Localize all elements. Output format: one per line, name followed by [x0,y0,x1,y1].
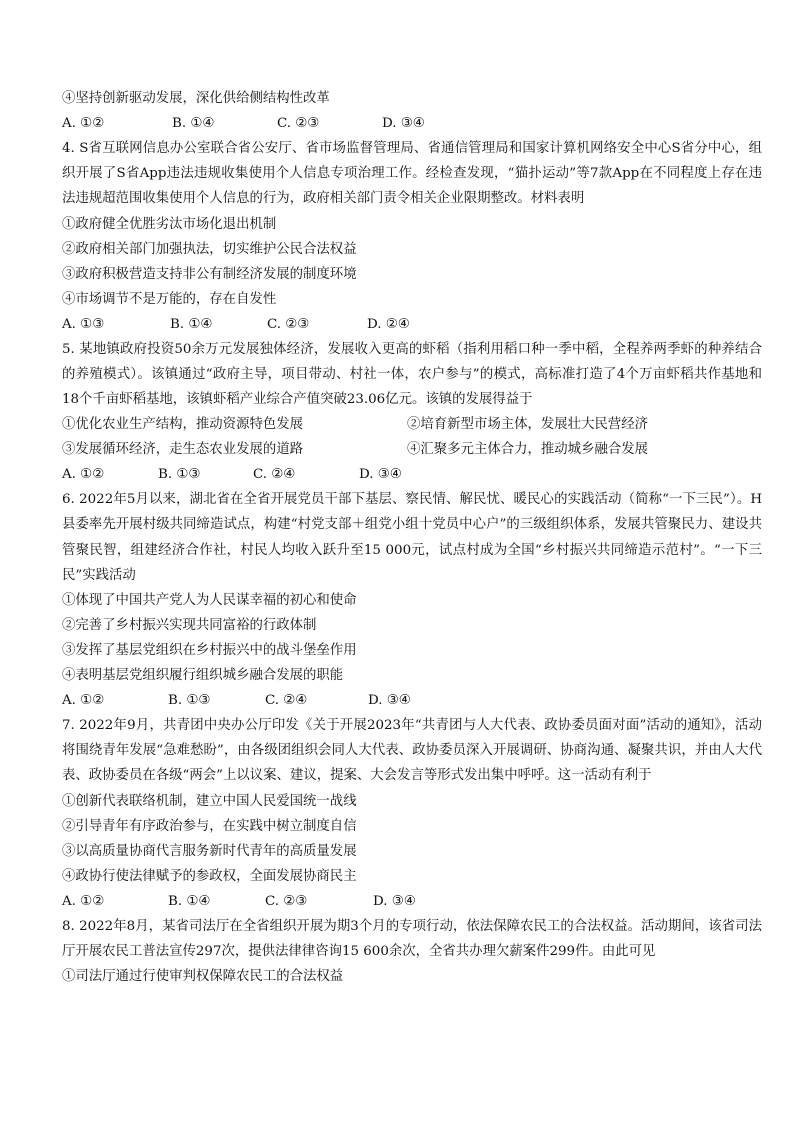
exam-page [62,86,762,989]
question-6 [62,487,762,713]
answer-options [62,688,762,713]
statement: ②政府相关部门加强执法，切实维护公民合法权益 [62,241,357,257]
answer-options [62,312,762,337]
option-b[interactable]: B. ①④ [172,116,215,131]
question-3-tail [62,86,762,136]
statement: ④市场调节不是万能的，存在自发性 [62,291,277,307]
statement: ③发展循环经济，走生态农业发展的道路 [62,442,304,458]
statement: ④政协行使法律赋予的参政权，全面发展协商民主 [62,868,357,884]
statement: ③以高质量协商代言服务新时代青年的高质量发展 [62,843,357,859]
statement: ②培育新型市场主体，发展壮大民营经济 [407,417,649,433]
answer-options [62,111,762,136]
option-b[interactable]: B. ①③ [158,467,201,483]
option-d[interactable]: D. ③④ [373,893,416,909]
option-c[interactable]: C. ②④ [253,467,296,483]
question-8 [62,914,762,989]
option-c[interactable]: C. ②③ [277,116,320,131]
question-stem: 5. 某地镇政府投资50余万元发展独体经济，发展收入更高的虾稻（指利用稻口种一季中稻，全程养两季虾的种养结合的养殖模式）。该镇通过“政府主导，项目带动、村社一体，农户参与”的模式，高标准打造了4个万亩虾稻共作基地和18个千亩虾稻基地，该镇虾稻产业综合产值突破23.06亿元。该镇的发展得益于 [62,341,762,408]
option-b[interactable]: B. ①④ [168,893,211,909]
option-d[interactable]: D. ③④ [359,467,402,483]
question-stem: 8. 2022年8月，某省司法厅在全省组织开展为期3个月的专项行动，依法保障农民工的合法权益。活动期间，该省司法厅开展农民工普法宣传297次，提供法律律咨询15 600余次，全省共办理欠薪案件299件。由此可见 [62,918,762,959]
statement: ①优化农业生产结构，推动资源特色发展 [62,417,304,433]
option-d[interactable]: D. ③④ [368,693,411,709]
statement-row [62,412,762,437]
option-c[interactable]: C. ②③ [267,316,310,332]
question-4 [62,136,762,337]
option-a[interactable]: A. ①② [62,116,105,131]
statement: ④表明基层党组织履行组织城乡融合发展的职能 [62,668,344,684]
option-a[interactable]: A. ①② [62,693,105,709]
statement: ①创新代表联络机制，建立中国人民爱国统一战线 [62,793,357,809]
answer-options [62,889,762,914]
option-a[interactable]: A. ①③ [62,316,105,332]
option-c[interactable]: C. ②③ [265,893,308,909]
option-a[interactable]: A. ①② [62,893,105,909]
statement-row [62,437,762,462]
statement: ①体现了中国共产党人为人民谋幸福的初心和使命 [62,593,357,609]
question-5 [62,337,762,488]
question-stem: 6. 2022年5月以来，湖北省在全省开展党员干部下基层、察民情、解民忧、暖民心的实践活动（简称“一下三民”）。H县委率先开展村级共同缔造试点，构建“村党支部＋组党小组十党员中心户”的三级组织体系，发展共管聚民力、建设共管聚民智，组建经济合作社，村民人均收入跃升至15 000元，试点村成为全国“乡村振兴共同缔造示范村”。“一下三民”实践活动 [62,492,762,583]
statement: ①政府健全优胜劣汰市场化退出机制 [62,216,277,232]
statement: ②引导青年有序政治参与，在实践中树立制度自信 [62,818,357,834]
statement: ①司法厅通过行使审判权保障农民工的合法权益 [62,969,344,985]
statement: ④坚持创新驱动发展，深化供给侧结构性改革 [62,91,330,106]
statement: ③发挥了基层党组织在乡村振兴中的战斗堡垒作用 [62,643,357,659]
option-a[interactable]: A. ①② [62,467,105,483]
statement: ②完善了乡村振兴实现共同富裕的行政体制 [62,618,317,634]
question-stem: 7. 2022年9月，共青团中央办公厅印发《关于开展2023年“共青团与人大代表、政协委员面对面”活动的通知》，活动将围绕青年发展“急难愁盼”，由各级团组织会同人大代表、政协委员深入开展调研、协商沟通、凝聚共识，并由人大代表、政协委员在各级“两会”上以议案、建议，提案、大会发言等形式发出集中呼呼。这一活动有利于 [62,718,762,784]
statement: ③政府积极营造支持非公有制经济发展的制度环境 [62,266,357,282]
option-c[interactable]: C. ②④ [265,693,308,709]
answer-options [62,462,762,487]
question-7 [62,713,762,914]
option-d[interactable]: D. ③④ [382,116,425,131]
statement: ④汇聚多元主体合力，推动城乡融合发展 [407,442,649,458]
option-b[interactable]: B. ①④ [170,316,213,332]
option-d[interactable]: D. ②④ [367,316,410,332]
question-stem: 4. S省互联网信息办公室联合省公安厅、省市场监督管理局、省通信管理局和国家计算机网络安全中心S省分中心，组织开展了S省App违法违规收集使用个人信息专项治理工作。经检查发现，“猫扑运动”等7款App在不同程度上存在违法违规超范围收集使用个人信息的行为，政府相关部门责令相关企业限期整改。材料表明 [62,141,762,207]
option-b[interactable]: B. ①③ [168,693,211,709]
